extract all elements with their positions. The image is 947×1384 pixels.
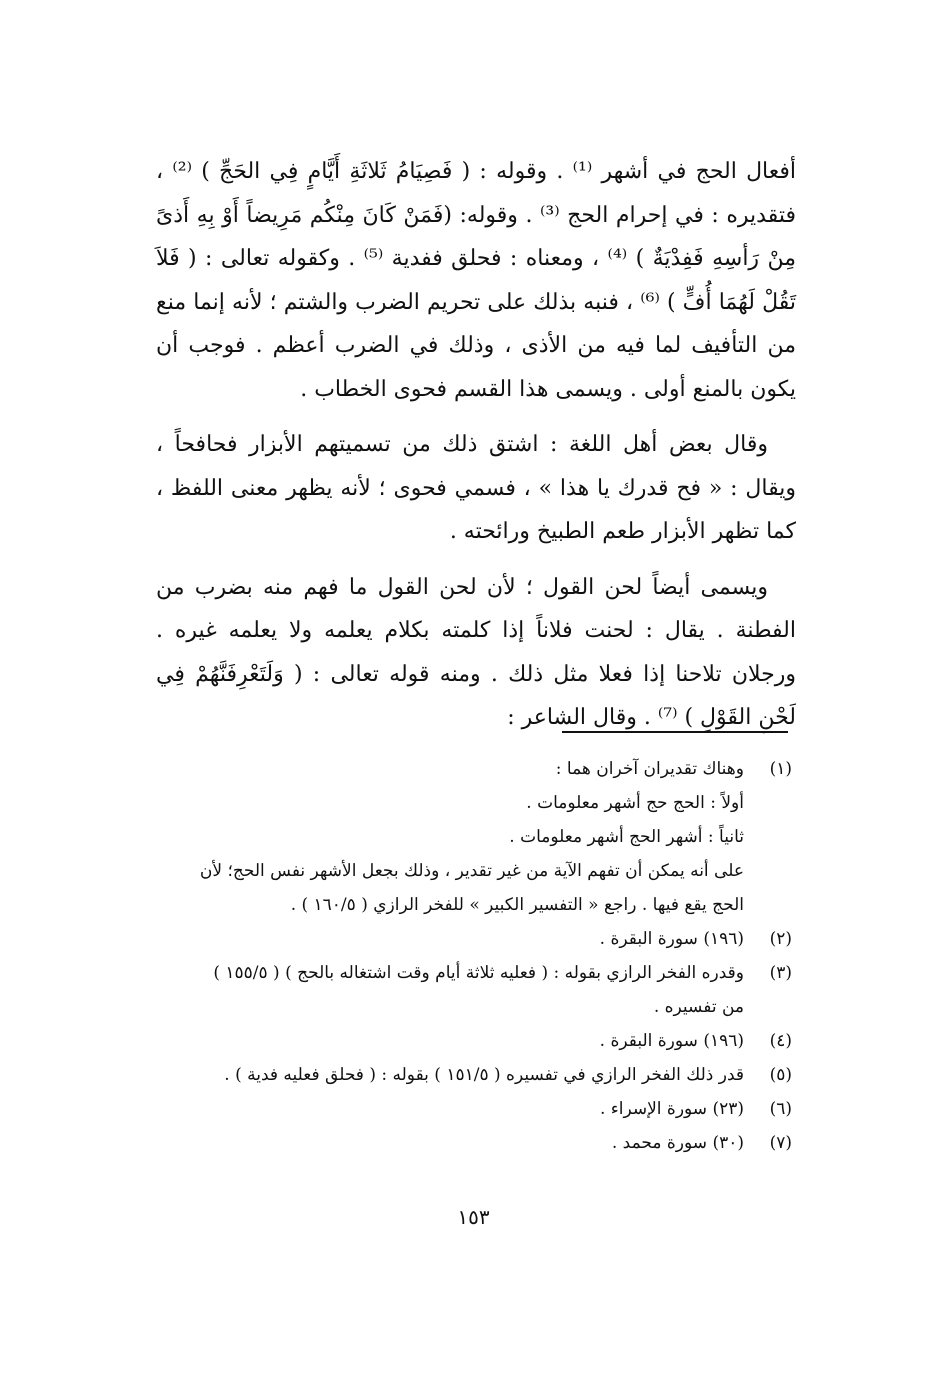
footnote-2 xyxy=(150,922,792,956)
footnote-number: (١) xyxy=(769,759,792,779)
footnote-line: (١٩٦) سورة البقرة . xyxy=(599,1031,744,1051)
footnote-text xyxy=(150,1092,744,1126)
footnote-1 xyxy=(150,752,792,922)
footnote-number: (٧) xyxy=(769,1133,792,1153)
footnote-text xyxy=(150,956,744,1024)
footnote-line: من تفسيره . xyxy=(653,997,744,1017)
footnote-7 xyxy=(150,1126,792,1160)
footnote-line: (٢٣) سورة الإسراء . xyxy=(599,1099,744,1119)
footnote-number: (٢) xyxy=(769,929,792,949)
footnote-text xyxy=(150,1058,744,1092)
page-number: ١٥٣ xyxy=(457,1205,490,1229)
footnote-text xyxy=(150,752,744,922)
footnote-text xyxy=(150,1024,744,1058)
footnote-number: (٥) xyxy=(769,1065,792,1085)
footnote-3 xyxy=(150,956,792,1024)
footnotes xyxy=(150,752,792,1160)
footnote-line: وهناك تقديران آخران هما : xyxy=(555,759,744,779)
footnote-4 xyxy=(150,1024,792,1058)
footnote-text xyxy=(150,1126,744,1160)
footnote-line: (٣٠) سورة محمد . xyxy=(611,1133,744,1153)
footnote-text xyxy=(150,922,744,956)
paragraph-3: ويسمى أيضاً لحن القول ؛ لأن لحن القول ما فهم منه بضرب من الفطنة . يقال : لحنت فلاناً إذا كلمته بكلام يعلمه ولا يعلمه غيره . ورجلان تلاحنا إذا فعلا مثل ذلك . ومنه قوله تعالى : ( وَلَتَعْرِفَنَّهُمْ فِي لَحْنِ القَوْلِ ) ⁽⁷⁾ . وقال الشاعر : xyxy=(156,574,796,730)
footnote-6 xyxy=(150,1092,792,1126)
footnote-line: وقدره الفخر الرازي بقوله : ( فعليه ثلاثة أيام وقت اشتغاله بالحج ) ( ١٥٥/٥ ) xyxy=(213,963,744,983)
footnote-line: ثانياً : أشهر الحج أشهر معلومات . xyxy=(509,827,744,847)
footnote-line: قدر ذلك الفخر الرازي في تفسيره ( ١٥١/٥ ) بقوله : ( فحلق فعليه فدية ) . xyxy=(224,1065,744,1085)
footnote-line: الحج يقع فيها . راجع « التفسير الكبير » للفخر الرازي ( ١٦٠/٥ ) . xyxy=(290,895,744,915)
footnote-number: (٣) xyxy=(769,963,792,983)
footnote-5 xyxy=(150,1058,792,1092)
footnote-line: على أنه يمكن أن تفهم الآية من غير تقدير ، وذلك بجعل الأشهر نفس الحج؛ لأن xyxy=(199,861,744,881)
paragraph-2: وقال بعض أهل اللغة : اشتق ذلك من تسميتهم الأبزار فحافحاً ، ويقال : « فح قدرك يا هذا » ، فسمي فحوى ؛ لأنه يظهر معنى اللفظ ، كما تظهر الأبزار طعم الطبيخ ورائحته . xyxy=(156,432,796,544)
footnote-number: (٦) xyxy=(769,1099,792,1119)
footnote-number: (٤) xyxy=(769,1031,792,1051)
main-text xyxy=(156,150,796,752)
footnote-line: أولاً : الحج حج أشهر معلومات . xyxy=(526,793,744,813)
paragraph-1: أفعال الحج في أشهر ⁽¹⁾ . وقوله : ( فَصِيَامُ ثَلاثَةِ أَيَّامٍ فِي الحَجِّ ) ⁽²⁾ ، فتقديره : في إحرام الحج ⁽³⁾ . وقوله: (فَمَنْ كَانَ مِنْكُم مَرِيضاً أَوْ بِهِ أَذىً مِنْ رَأسِهِ فَفِدْيَةٌ ) ⁽⁴⁾ ، ومعناه : فحلق ففدية ⁽⁵⁾ . وكقوله تعالى : ( فَلاَ تَقُلْ لَهُمَا أُفٍّ ) ⁽⁶⁾ ، فنبه بذلك على تحريم الضرب والشتم ؛ لأنه إنما منع من التأفيف لما فيه من الأذى ، وذلك في الضرب أعظم . فوجب أن يكون بالمنع أولى . ويسمى هذا القسم فحوى الخطاب . xyxy=(156,159,797,402)
footnote-line: (١٩٦) سورة البقرة . xyxy=(599,929,744,949)
footnote-separator xyxy=(562,731,788,733)
